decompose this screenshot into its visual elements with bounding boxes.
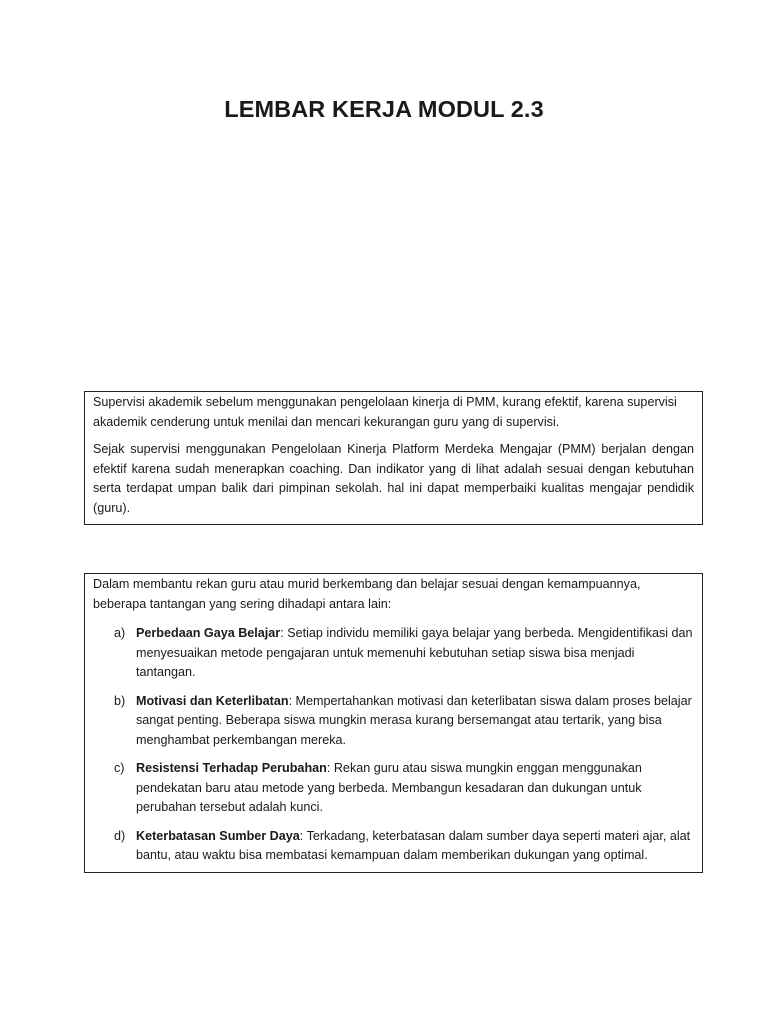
challenge-item-b [93,692,694,751]
list-marker: a) [114,626,126,640]
challenges-intro: Dalam membantu rekan guru atau murid berkembang dan belajar sesuai dengan kemampuannya, beberapa tantangan yang sering dihadapi antara lain: [93,577,641,611]
supervision-reflection-box [84,391,703,525]
challenge-item-a [93,624,694,683]
challenge-description: : Terkadang, keterbatasan dalam sumber daya seperti materi ajar, alat bantu, atau waktu bisa membatasi kemampuan dalam memberikan dukungan yang optimal. [136,828,691,862]
challenge-description: : Rekan guru atau siswa mungkin enggan menggunakan pendekatan baru atau metode yang berbeda. Membangun kesadaran dan dukungan untuk perubahan tersebut adalah kunci. [136,761,642,814]
challenge-term: Resistensi Terhadap Perubahan [136,761,327,775]
list-marker: c) [114,761,125,775]
challenge-item-c [93,759,694,818]
reflection-paragraph-after: Sejak supervisi menggunakan Pengelolaan Kinerja Platform Merdeka Mengajar (PMM) berjalan dengan efektif karena sudah menerapkan coaching. Dan indikator yang di lihat adalah sesuai dengan kebutuhan serta terdapat umpan balik dari pimpinan sekolah. hal ini dapat memperbaiki kualitas mengajar pendidik (guru). [93,442,694,515]
challenge-term: Motivasi dan Keterlibatan [136,693,289,708]
challenge-item-d [93,827,694,866]
challenges-list [93,624,694,866]
challenge-term: Keterbatasan Sumber Daya [136,828,300,843]
list-marker: b) [114,693,126,708]
list-marker: d) [114,828,126,843]
page-title: LEMBAR KERJA MODUL 2.3 [224,96,544,122]
challenge-description: : Mempertahankan motivasi dan keterlibatan siswa dalam proses belajar sangat penting. Beberapa siswa mungkin merasa kurang bersemangat atau tertarik, yang bisa menghambat perkembangan mereka. [136,693,692,747]
reflection-paragraph-before: Supervisi akademik sebelum menggunakan pengelolaan kinerja di PMM, kurang efektif, karena supervisi akademik cenderung untuk menilai dan mencari kekurangan guru yang di supervisi. [93,395,677,429]
challenge-term: Perbedaan Gaya Belajar [136,626,281,640]
challenge-description: : Setiap individu memiliki gaya belajar yang berbeda. Mengidentifikasi dan menyesuaikan metode pengajaran untuk memenuhi kebutuhan setiap siswa bisa menjadi tantangan. [136,626,693,679]
challenges-box [84,573,703,873]
